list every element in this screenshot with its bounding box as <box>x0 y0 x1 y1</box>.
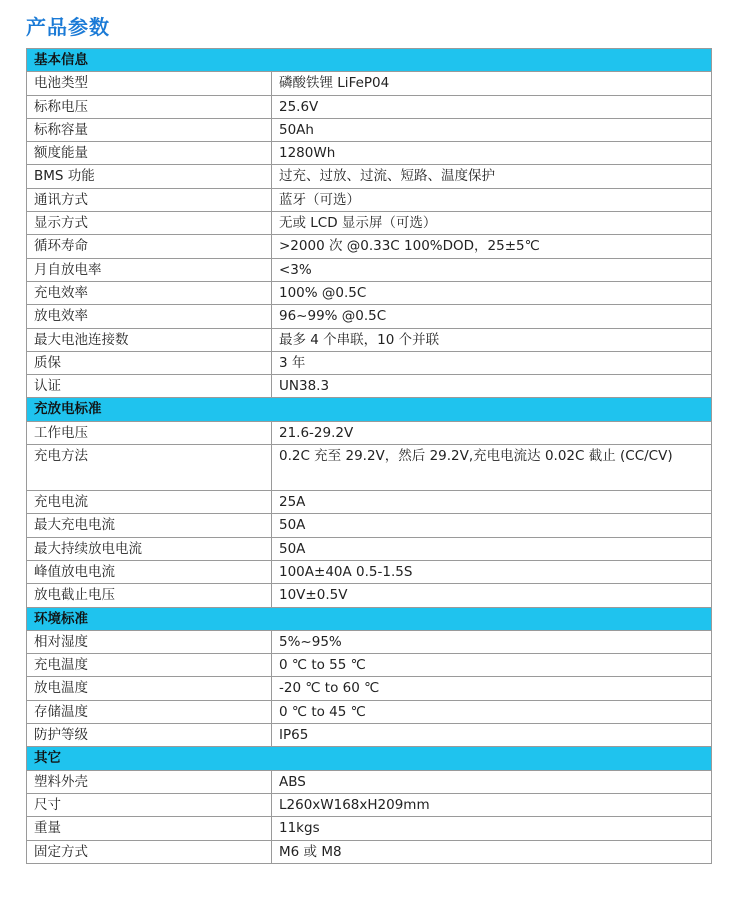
spec-value: <3% <box>272 258 712 281</box>
spec-value: 0 ℃ to 45 ℃ <box>272 700 712 723</box>
spec-key: 工作电压 <box>27 421 272 444</box>
spec-key: 尺寸 <box>27 793 272 816</box>
spec-value: 96~99% @0.5C <box>272 305 712 328</box>
spec-value: 10V±0.5V <box>272 584 712 607</box>
table-row <box>27 375 712 398</box>
spec-value: IP65 <box>272 724 712 747</box>
section-title: 环境标准 <box>27 607 712 630</box>
spec-value: 磷酸铁锂 LiFeP04 <box>272 72 712 95</box>
spec-key: 充电方法 <box>27 445 272 491</box>
spec-value: 25A <box>272 491 712 514</box>
spec-key: 最大充电电流 <box>27 514 272 537</box>
table-row <box>27 491 712 514</box>
spec-key: 放电效率 <box>27 305 272 328</box>
table-row <box>27 700 712 723</box>
spec-key: 塑料外壳 <box>27 770 272 793</box>
spec-table <box>26 48 712 864</box>
section-header <box>27 747 712 770</box>
table-row <box>27 654 712 677</box>
spec-key: 通讯方式 <box>27 188 272 211</box>
table-row <box>27 351 712 374</box>
section-title: 充放电标准 <box>27 398 712 421</box>
table-row <box>27 560 712 583</box>
table-row <box>27 793 712 816</box>
spec-key: BMS 功能 <box>27 165 272 188</box>
table-row <box>27 677 712 700</box>
spec-key: 质保 <box>27 351 272 374</box>
spec-value: UN38.3 <box>272 375 712 398</box>
spec-key: 固定方式 <box>27 840 272 863</box>
table-row <box>27 817 712 840</box>
section-header <box>27 398 712 421</box>
table-row <box>27 165 712 188</box>
spec-key: 标称电压 <box>27 95 272 118</box>
spec-key: 循环寿命 <box>27 235 272 258</box>
spec-value: M6 或 M8 <box>272 840 712 863</box>
section-title: 基本信息 <box>27 49 712 72</box>
table-row <box>27 630 712 653</box>
spec-value: ABS <box>272 770 712 793</box>
spec-value: 过充、过放、过流、短路、温度保护 <box>272 165 712 188</box>
spec-key: 标称容量 <box>27 118 272 141</box>
table-row <box>27 514 712 537</box>
spec-key: 峰值放电电流 <box>27 560 272 583</box>
spec-key: 电池类型 <box>27 72 272 95</box>
spec-key: 充电温度 <box>27 654 272 677</box>
spec-key: 防护等级 <box>27 724 272 747</box>
table-row <box>27 770 712 793</box>
spec-key: 充电电流 <box>27 491 272 514</box>
table-row <box>27 212 712 235</box>
spec-key: 额度能量 <box>27 142 272 165</box>
spec-value: 3 年 <box>272 351 712 374</box>
spec-key: 最大持续放电电流 <box>27 537 272 560</box>
table-row <box>27 305 712 328</box>
spec-value: 25.6V <box>272 95 712 118</box>
spec-key: 月自放电率 <box>27 258 272 281</box>
table-row <box>27 235 712 258</box>
spec-value: L260xW168xH209mm <box>272 793 712 816</box>
spec-value: 50Ah <box>272 118 712 141</box>
spec-value: 5%~95% <box>272 630 712 653</box>
spec-key: 认证 <box>27 375 272 398</box>
table-row <box>27 142 712 165</box>
spec-value: 21.6-29.2V <box>272 421 712 444</box>
spec-value: >2000 次 @0.33C 100%DOD，25±5℃ <box>272 235 712 258</box>
spec-key: 放电截止电压 <box>27 584 272 607</box>
table-row <box>27 258 712 281</box>
spec-key: 存储温度 <box>27 700 272 723</box>
table-row <box>27 840 712 863</box>
section-header <box>27 607 712 630</box>
table-row <box>27 445 712 491</box>
spec-value: 50A <box>272 537 712 560</box>
spec-key: 充电效率 <box>27 281 272 304</box>
spec-value: 无或 LCD 显示屏（可选） <box>272 212 712 235</box>
spec-value: 100A±40A 0.5-1.5S <box>272 560 712 583</box>
table-row <box>27 421 712 444</box>
table-row <box>27 724 712 747</box>
spec-value: 50A <box>272 514 712 537</box>
spec-value: 1280Wh <box>272 142 712 165</box>
spec-value: 100% @0.5C <box>272 281 712 304</box>
spec-value: 0 ℃ to 55 ℃ <box>272 654 712 677</box>
table-row <box>27 188 712 211</box>
spec-key: 重量 <box>27 817 272 840</box>
table-row <box>27 72 712 95</box>
table-row <box>27 537 712 560</box>
page-title: 产品参数 <box>26 15 110 39</box>
spec-value: 最多 4 个串联，10 个并联 <box>272 328 712 351</box>
spec-value: 蓝牙（可选） <box>272 188 712 211</box>
spec-key: 最大电池连接数 <box>27 328 272 351</box>
spec-value: 11kgs <box>272 817 712 840</box>
spec-key: 放电温度 <box>27 677 272 700</box>
spec-key: 显示方式 <box>27 212 272 235</box>
section-title: 其它 <box>27 747 712 770</box>
table-row <box>27 118 712 141</box>
table-row <box>27 281 712 304</box>
table-row <box>27 95 712 118</box>
spec-value: -20 ℃ to 60 ℃ <box>272 677 712 700</box>
section-header <box>27 49 712 72</box>
table-row <box>27 584 712 607</box>
spec-value: 0.2C 充至 29.2V，然后 29.2V,充电电流达 0.02C 截止 (CC/CV) <box>272 445 712 491</box>
spec-key: 相对湿度 <box>27 630 272 653</box>
table-row <box>27 328 712 351</box>
